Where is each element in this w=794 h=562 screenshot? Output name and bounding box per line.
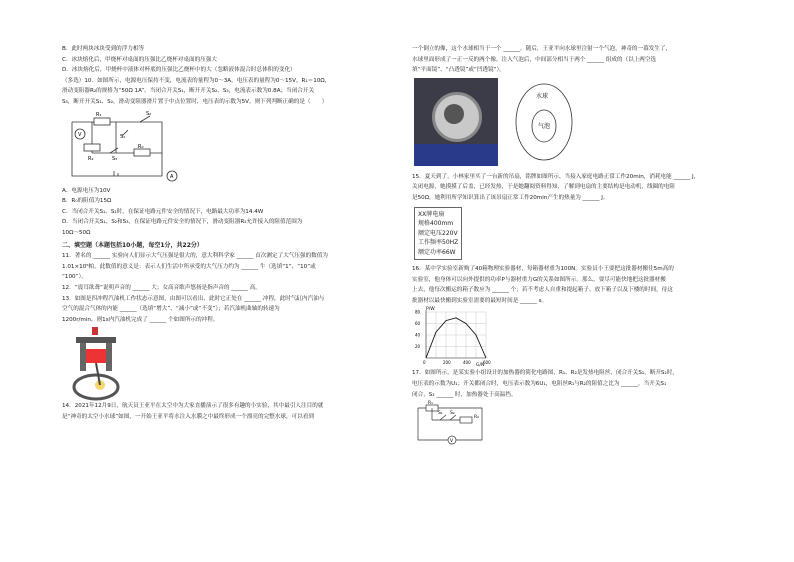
circuit-2-label-s1: S₁ [438,411,443,417]
q16-line: 实验室，他身体可以向外提供的功率P与器材重力G的关系如图所示。那么，要尽可能快地把这批器材搬 [412,276,666,283]
graph-y-label: P/W [426,307,435,313]
q10-option-c: C．冰块熔化后，甲烧杯对桌面的压强比乙烧杯对桌面的压强大 [62,56,217,63]
q11-fill-line: 11．著名的 ______ 实验向人们显示大气压强是很大的，意大利科学家 ______ 首次测定了大气压强的数值为 [62,253,328,260]
graph-y-tick: 40 [415,332,421,338]
q12-line: 12．“震耳欲聋”说明声音的 ______ 大；女高音歌声悠扬是指声音的 ______ 高。 [62,284,262,291]
q14-cont-line: 一个倒立的像，这个水球相当于一个 ______。随后，王亚平向水球里注射一个气泡，神奇的一幕发生了， [412,46,672,52]
graph-x-tick: 0 [423,360,426,366]
q17-line: 闭合，S₂ ______ 时，加热器处于高温挡。 [412,391,517,398]
q11-option-d-cont: 10Ω～50Ω [62,229,91,236]
nameplate-line: 规格400mm [418,220,454,228]
circuit-1-label-a: A [170,173,174,180]
label-water-ball: 水球 [536,92,549,100]
q10-option-d: D．冰块熔化后，甲烧杯中液体对杯底的压强比乙烧杯中的大（忽略液体混合时总体积的变化） [62,67,296,74]
q13-line: 1200r/min，则1s内汽油机完成了 ______ 个如图所示的冲程。 [62,316,219,323]
q16-line: 16．某中学实验室新购了40箱物理实验器材，每箱器材重为100N。实验员小王要把这批器材搬往5m高的 [412,266,674,273]
q11-stem-line: 滑动变阻器R₂的规格为“50Ω 1A”。当闭合开关S₁，断开开关S₂、S₃，电流表示数为0.8A；当闭合开关 [62,88,315,95]
q11-stem-line: （多选）10．如图所示，电源电压保持不变，电流表的量程为0～3A，电压表的量程为0～15V，R₁＝10Ω， [62,77,331,84]
water-ball-figures [412,76,762,172]
nameplate-line: 额定电压220V [418,229,458,237]
right-column [412,44,762,446]
q15-line: 是50Ω，她利用所学知识算出了该吊扇正常工作20min产生的热量为 ______ J。 [412,194,609,201]
circuit-1-label-s3: S₃ [112,155,118,162]
circuit-1-label-s2: S₂ [146,110,152,117]
q14-line: 14．2021年12月9日，航天员王亚平在太空中为大家直播演示了很多有趣的小实验，其中最引人注目的就 [62,403,324,410]
q14-cont-line: 水球里面形成了一正一反的两个像。注入气泡后，中间部分相当于两个 ______ 组成的（以上两空选 [412,56,657,63]
circuit-2-label-s2: S₂ [450,411,455,417]
section-title: 二、填空题（本题包括10小题，每空1分，共22分） [62,241,203,249]
q11-option-b: B．R₀的阻值为15Ω [62,198,112,205]
circuit-2-label-v: V [450,439,454,445]
q15-line: 关闭电源，她摸摸了后盖，已经发热，于是她翻阅资料得知，了解到电扇的主要结构是电动机，线圈的电阻 [412,184,675,191]
left-column [62,44,417,422]
q14-cont-line: 填“平面镜”、“凸透镜”或“凹透镜”）。 [412,67,505,74]
q11-option-d: D．当闭合开关S₁、S₂和S₃，在保证电路元件安全的情况下，滑动变阻器R₂允许接入的阻值范围为 [62,219,303,226]
q11-option-a: A．电源电压为10V [62,187,111,194]
circuit-1-label-v: V [78,131,82,138]
q17-line: 电压表的示数为U₁；开关都闭合时，电压表示数为6U₁，电阻丝R₁与R₂的阻值之比为 ______，当开关S₁ [412,381,667,388]
circuit-1-label-r2: R₂ [88,155,94,162]
circuit-diagram-1 [62,108,417,186]
graph-y-tick: 80 [415,309,421,315]
nameplate-box [414,207,462,261]
q14-line: 是“神奇的太空小水球”如图，一开始王亚平将水注入水膜之中最终形成一个漂亮的完整水球，可以看到 [62,413,314,420]
graph-x-tick: 600 [483,360,491,366]
q11-fill-line: “100”）。 [62,274,87,281]
nameplate-line: XX牌电扇 [418,210,445,218]
power-graph [412,306,762,368]
graph-y-tick: 60 [415,321,421,327]
graph-x-tick: 400 [463,360,471,366]
graph-x-label: G/N [476,363,485,369]
circuit-1-label-r0: R₀ [138,143,144,150]
q16-line: 批器材以最快搬到实验室需要的最短时间是 ______ s。 [412,297,548,304]
circuit-2-label-r1: R₁ [428,401,433,407]
q11-option-c: C．当闭合开关S₁、S₂时，在保证电路元件安全的情况下，电路最大功率为14.4W [62,208,264,215]
astronaut-photo [414,78,498,166]
circuit-2-svg [412,400,492,446]
power-graph-svg [412,306,492,368]
q11-stem-line: S₃，断开开关S₁、S₂，滑动变阻器滑片置于中点位置时，电压表的示数为5V。则下列判断正确的是（ ） [62,98,328,105]
graph-x-tick: 200 [443,360,451,366]
circuit-1-label-s1: S₁ [120,133,126,140]
graph-y-tick: 20 [415,344,421,350]
q11-fill-line: 1.01×10⁵帕，此数值的意义是：表示人们生活中所承受的大气压力约为 ______ 牛（选填“1”、“10”或 [62,263,316,270]
engine-diagram [62,325,417,401]
circuit-diagram-2 [412,400,762,446]
circuit-2-label-r2: R₂ [474,415,479,421]
q13-line: 空气的混合气体的内能 ______（选填“增大”、“减小”或“不变”）；若汽油机曲轴的转速为 [62,306,280,313]
water-ball-diagram [512,80,582,164]
label-bubble: 气泡 [538,122,551,130]
engine-svg [62,325,142,401]
q17-line: 17．如图所示，是某实验小组设计的加热器的简化电路图，R₁、R₂是发热电阻丝，闭合开关S₁，断开S₂时， [412,370,678,377]
q10-option-b: B．此时两块冰块受到的浮力相等 [62,46,145,52]
circuit-1-svg [62,108,192,186]
q16-line: 上去，他每次搬运的箱子数应为 ______ 个；若不考虑人自重和提起箱子、放下箱子以及下楼的时间，待这 [412,287,673,294]
q13-line: 13．如图是四冲程汽油机工作状态示意图，由图可以看出，此时它正处在 ______ 冲程，此时气缸内汽油与 [62,295,325,302]
q15-line: 15．夏天到了，小林家里买了一台新的吊扇，铭牌如图所示，当接入家庭电路正常工作20min，消耗电能 ______ J， [412,173,700,180]
circuit-1-label-r1: R₁ [96,111,102,118]
nameplate-line: 工作频率50HZ [418,239,459,247]
nameplate-line: 额定功率66W [418,248,456,256]
fan-nameplate [414,207,762,261]
